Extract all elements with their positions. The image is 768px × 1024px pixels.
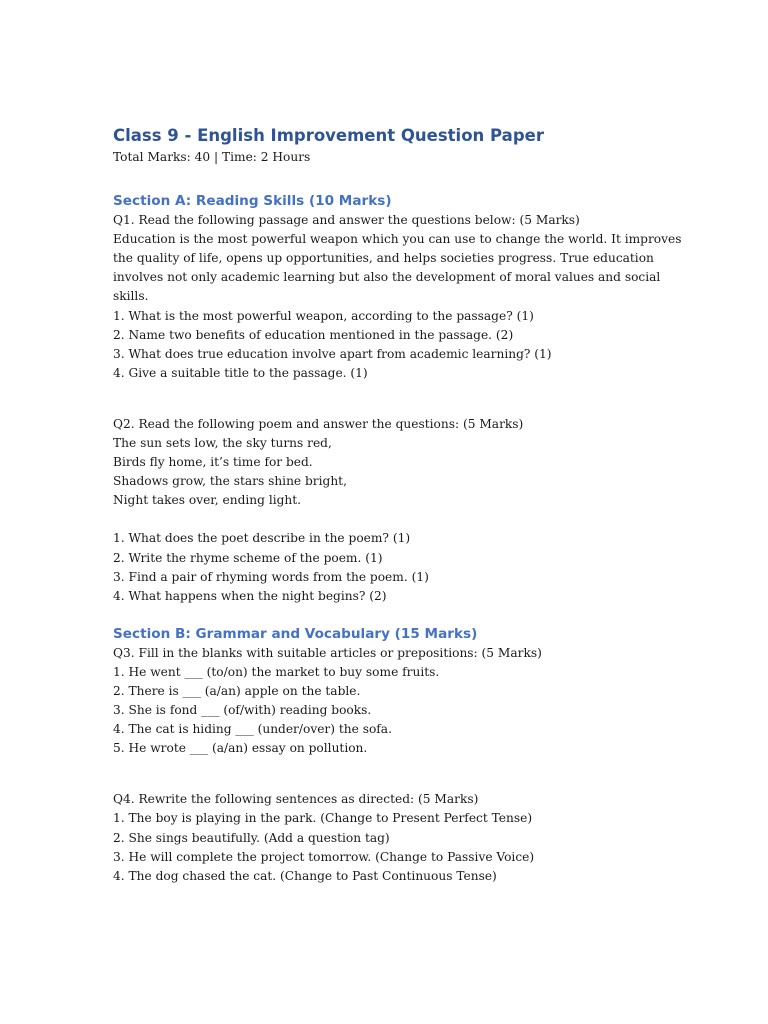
question-paper-page bbox=[113, 124, 682, 886]
question-item: 1. The boy is playing in the park. (Change to Present Perfect Tense) bbox=[113, 811, 533, 826]
question-item: 3. Find a pair of rhyming words from the poem. (1) bbox=[113, 569, 429, 584]
poem-line: Night takes over, ending light. bbox=[113, 493, 302, 508]
question-2 bbox=[113, 415, 653, 606]
question-4 bbox=[113, 790, 653, 885]
page-title: Class 9 - English Improvement Question Paper bbox=[113, 126, 544, 145]
question-4-prompt: Q4. Rewrite the following sentences as directed: (5 Marks) bbox=[113, 792, 479, 807]
question-1-prompt: Q1. Read the following passage and answer the questions below: (5 Marks) bbox=[113, 213, 580, 228]
question-3-prompt: Q3. Fill in the blanks with suitable articles or prepositions: (5 Marks) bbox=[113, 645, 542, 660]
question-item: 1. What is the most powerful weapon, according to the passage? (1) bbox=[113, 308, 534, 323]
question-item: 4. The dog chased the cat. (Change to Past Continuous Tense) bbox=[113, 868, 497, 883]
question-4-items bbox=[113, 809, 653, 885]
question-2-items bbox=[113, 529, 653, 605]
question-item: 5. He wrote ___ (a/an) essay on pollution. bbox=[113, 741, 368, 756]
question-item: 1. What does the poet describe in the poem? (1) bbox=[113, 531, 411, 546]
question-1-passage bbox=[113, 230, 682, 306]
passage-line: skills. bbox=[113, 289, 149, 304]
question-item: 4. The cat is hiding ___ (under/over) the sofa. bbox=[113, 722, 392, 737]
poem-line: The sun sets low, the sky turns red, bbox=[113, 436, 332, 451]
question-item: 3. She is fond ___ (of/with) reading books. bbox=[113, 703, 372, 718]
question-1 bbox=[113, 211, 682, 383]
question-item: 1. He went ___ (to/on) the market to buy some fruits. bbox=[113, 664, 440, 679]
question-item: 2. Name two benefits of education mentioned in the passage. (2) bbox=[113, 327, 514, 342]
section-a-heading: Section A: Reading Skills (10 Marks) bbox=[113, 193, 392, 210]
question-item: 2. Write the rhyme scheme of the poem. (1) bbox=[113, 550, 383, 565]
question-1-items bbox=[113, 307, 653, 383]
passage-line: the quality of life, opens up opportunities, and helps societies progress. True education bbox=[113, 251, 654, 266]
question-item: 2. She sings beautifully. (Add a question tag) bbox=[113, 830, 390, 845]
question-3 bbox=[113, 644, 653, 759]
section-b bbox=[113, 624, 653, 886]
poem-line: Shadows grow, the stars shine bright, bbox=[113, 474, 347, 489]
question-item: 3. He will complete the project tomorrow. (Change to Passive Voice) bbox=[113, 849, 535, 864]
passage-line: involves not only academic learning but also the development of moral values and social bbox=[113, 270, 661, 285]
poem-line: Birds fly home, it’s time for bed. bbox=[113, 455, 313, 470]
question-2-poem bbox=[113, 434, 653, 510]
question-3-items bbox=[113, 663, 653, 758]
section-b-heading: Section B: Grammar and Vocabulary (15 Marks) bbox=[113, 625, 478, 642]
question-item: 2. There is ___ (a/an) apple on the table. bbox=[113, 683, 361, 698]
question-item: 4. What happens when the night begins? (2) bbox=[113, 588, 387, 603]
paper-meta: Total Marks: 40 | Time: 2 Hours bbox=[113, 150, 311, 164]
question-2-prompt: Q2. Read the following poem and answer the questions: (5 Marks) bbox=[113, 416, 524, 431]
question-item: 4. Give a suitable title to the passage. (1) bbox=[113, 365, 368, 380]
question-item: 3. What does true education involve apart from academic learning? (1) bbox=[113, 346, 552, 361]
passage-line: Education is the most powerful weapon which you can use to change the world. It improves bbox=[113, 232, 682, 247]
section-a bbox=[113, 191, 682, 606]
